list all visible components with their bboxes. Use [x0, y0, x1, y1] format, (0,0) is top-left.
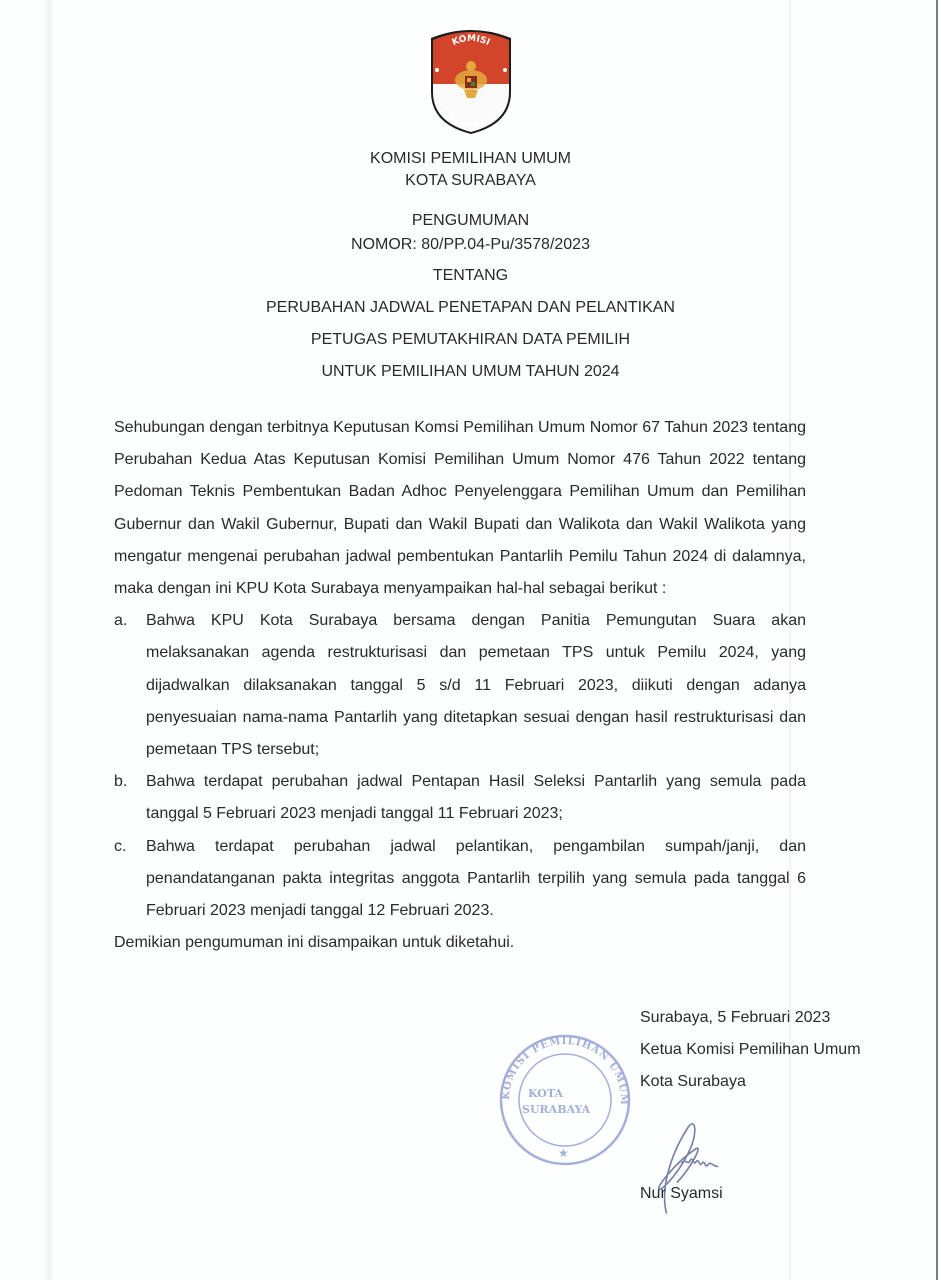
- place-date: Surabaya, 5 Februari 2023: [640, 1009, 831, 1027]
- org-city: KOTA SURABAYA: [405, 172, 536, 189]
- svg-text:KOMISI: KOMISI: [450, 33, 491, 49]
- kpu-logo-icon: [423, 26, 519, 134]
- list-item: [114, 831, 806, 928]
- star-icon: ★: [558, 1146, 569, 1161]
- document-title: [0, 260, 941, 388]
- list-item-text: Bahwa terdapat perubahan jadwal pelantikan, pengambilan sumpah/janji, dan penandatanganan pakta integritas anggota Pantarlih terpilih yang semula pada tanggal 6 Februari 2023 menjadi tanggal 12 Februari 2023.: [146, 837, 806, 920]
- title-about: TENTANG: [432, 267, 509, 284]
- closing-sentence: Demikian pengumuman ini disampaikan untuk diketahui.: [114, 934, 515, 952]
- title-line: UNTUK PEMILIHAN UMUM TAHUN 2024: [321, 363, 620, 380]
- document-type: PENGUMUMAN: [411, 212, 530, 229]
- list-item: [114, 766, 806, 830]
- org-name: KOMISI PEMILIHAN UMUM: [370, 150, 571, 167]
- document-body: [114, 412, 806, 959]
- organization-header: [0, 148, 941, 192]
- list-item: [114, 605, 806, 766]
- signer-position: Ketua Komisi Pemilihan Umum: [640, 1041, 861, 1059]
- list-marker: c.: [114, 837, 127, 855]
- svg-text:PEMILIHAN UMUM: PEMILIHAN UMUM: [441, 104, 500, 131]
- svg-text:KOMISI PEMILIHAN UMUM: KOMISI PEMILIHAN UMUM: [500, 1036, 630, 1107]
- list-item-text: Bahwa KPU Kota Surabaya bersama dengan Panitia Pemungutan Suara akan melaksanakan agenda restrukturisasi dan pemetaan TPS untuk Pemilu 2024, yang dijadwalkan dilaksanakan tanggal 5 s/d 11 Februari 2023, diikuti dengan adanya penyesuaian nama-nama Pantarlih yang ditetapkan sesuai dengan hasil restrukturisasi dan pemetaan TPS tersebut;: [146, 612, 806, 759]
- official-stamp-icon: [498, 1033, 632, 1167]
- svg-text:SURABAYA: SURABAYA: [522, 1103, 591, 1117]
- list-marker: b.: [114, 773, 128, 791]
- announcement-points: [114, 605, 806, 927]
- list-item-text: Bahwa terdapat perubahan jadwal Pentapan Hasil Seleksi Pantarlih yang semula pada tanggal 5 Februari 2023 menjadi tanggal 11 Februari 2023;: [146, 773, 806, 823]
- signer-name: Nur Syamsi: [640, 1185, 723, 1203]
- document-number: NOMOR: 80/PP.04-Pu/3578/2023: [351, 236, 590, 253]
- title-line: PERUBAHAN JADWAL PENETAPAN DAN PELANTIKAN: [266, 299, 675, 316]
- title-line: PETUGAS PEMUTAKHIRAN DATA PEMILIH: [310, 331, 631, 348]
- signer-institution: Kota Surabaya: [640, 1073, 746, 1091]
- intro-paragraph: Sehubungan dengan terbitnya Keputusan Komsi Pemilihan Umum Nomor 67 Tahun 2023 tentang Perubahan Kedua Atas Keputusan Komisi Pemilihan Umum Nomor 476 Tahun 2022 tentang Pedoman Teknis Pembentukan Badan Adhoc Penyelenggara Pemilihan Umum dan Pemilihan Gubernur dan Wakil Gubernur, Bupati dan Wakil Bupati dan Walikota dan Wakil Walikota yang mengatur mengenai perubahan jadwal pembentukan Pantarlih Pemilu Tahun 2024 di dalamnya, maka dengan ini KPU Kota Surabaya menyampaikan hal-hal sebagai berikut :: [114, 419, 806, 598]
- list-marker: a.: [114, 612, 128, 630]
- svg-text:KOTA: KOTA: [528, 1087, 563, 1101]
- signature-area: [0, 1007, 941, 1217]
- announcement-header: [0, 210, 941, 256]
